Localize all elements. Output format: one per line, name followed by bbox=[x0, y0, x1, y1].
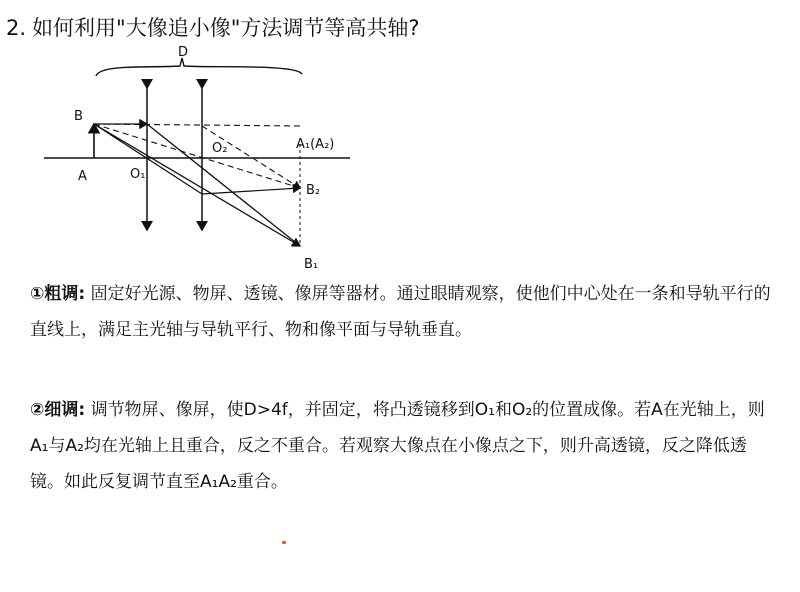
ray-b-to-b1 bbox=[94, 124, 300, 246]
coarse-heading: ①粗调: bbox=[30, 284, 86, 304]
fine-heading: ②细调: bbox=[30, 400, 86, 420]
ray-dashed-b2 bbox=[94, 124, 300, 188]
label-lens-1: O₁ bbox=[130, 167, 146, 182]
label-object-top: B bbox=[74, 109, 83, 124]
question-text: 如何利用"大像追小像"方法调节等高共轴? bbox=[32, 16, 420, 40]
label-object-bottom: A bbox=[78, 169, 87, 184]
coarse-text: 固定好光源、物屏、透镜、像屏等器材。通过眼睛观察，使他们中心处在一条和导轨平行的直线上，满足主光轴与导轨平行、物和像平面与导轨垂直。 bbox=[30, 284, 771, 340]
question-title bbox=[6, 14, 786, 42]
ray-o2-to-b2 bbox=[202, 126, 300, 188]
question-number: 2. bbox=[6, 16, 27, 40]
label-small-image: B₂ bbox=[306, 183, 321, 198]
distance-brace bbox=[96, 58, 302, 76]
label-large-image: B₁ bbox=[304, 257, 319, 272]
label-lens-2: O₂ bbox=[212, 141, 228, 156]
fine-adjustment bbox=[30, 392, 780, 500]
coarse-adjustment bbox=[30, 276, 780, 348]
ink-dot bbox=[282, 541, 286, 544]
ray-b2-solid bbox=[202, 188, 300, 194]
ray-b-to-b2-solid bbox=[94, 124, 202, 194]
label-distance: D bbox=[178, 45, 189, 60]
label-image-axis: A₁(A₂) bbox=[296, 137, 335, 152]
fine-text: 调节物屏、像屏，使D>4f，并固定，将凸透镜移到O₁和O₂的位置成像。若A在光轴上，则A₁与A₂均在光轴上且重合，反之不重合。若观察大像点在小像点之下，则升高透镜，反之降低透镜。如此反复调节直至A₁A₂重合。 bbox=[30, 400, 765, 492]
lens-diagram bbox=[30, 44, 410, 280]
